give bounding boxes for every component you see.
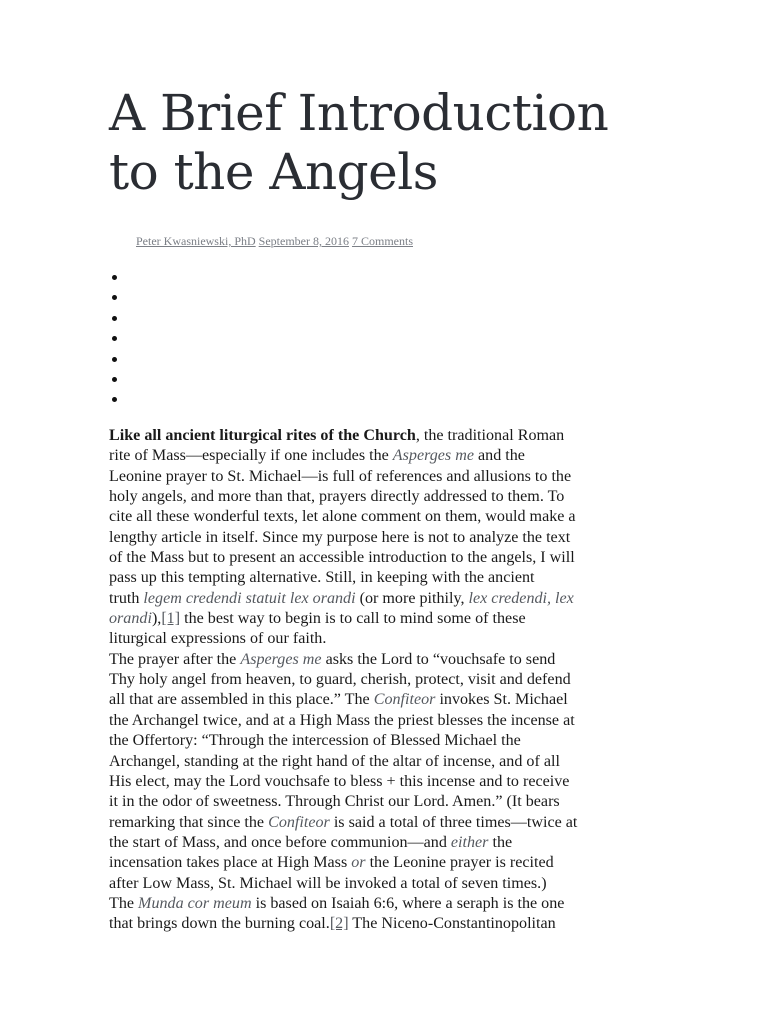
author-link[interactable]: Peter Kwasniewski, PhD bbox=[136, 234, 256, 248]
article-title bbox=[109, 84, 657, 202]
text-span: the start of Mass, and once before communion—and bbox=[109, 833, 451, 851]
text-span: that brings down the burning coal. bbox=[109, 915, 330, 933]
text-line bbox=[109, 813, 657, 833]
text-span: is said a total of three times—twice at bbox=[329, 813, 578, 831]
article-title-line-1: A Brief Introduction bbox=[109, 84, 609, 142]
text-line bbox=[109, 609, 657, 629]
footnote-link-1[interactable]: [1] bbox=[161, 610, 181, 628]
text-line: Archangel, standing at the right hand of the altar of incense, and of all bbox=[109, 752, 560, 770]
text-span: (or more pithily, bbox=[355, 589, 469, 607]
text-span: the best way to begin is to call to mind some of these bbox=[180, 610, 526, 628]
comments-link[interactable]: 7 Comments bbox=[351, 234, 413, 248]
text-line: Thy holy angel from heaven, to guard, cherish, protect, visit and defend bbox=[109, 671, 571, 689]
text-span: , the traditional Roman bbox=[415, 427, 565, 444]
text-span: truth bbox=[109, 589, 144, 607]
text-line bbox=[109, 426, 657, 446]
footnote-link-2[interactable]: [2] bbox=[329, 915, 349, 933]
text-span: and the bbox=[474, 447, 525, 465]
text-span: asks the Lord to “vouchsafe to send bbox=[321, 650, 556, 668]
text-span: ), bbox=[151, 610, 162, 628]
latin-phrase: orandi bbox=[109, 610, 152, 628]
date-link[interactable]: September 8, 2016 bbox=[258, 234, 349, 248]
text-line: cite all these wonderful texts, let alone comment on them, would make a bbox=[109, 508, 576, 526]
paragraph-1 bbox=[109, 426, 657, 650]
text-line: Leonine prayer to St. Michael—is full of references and allusions to the bbox=[109, 467, 572, 485]
text-span: is based on Isaiah 6:6, where a seraph is the one bbox=[251, 894, 565, 912]
latin-phrase: Confiteor bbox=[268, 813, 330, 831]
text-line: liturgical expressions of our faith. bbox=[109, 630, 327, 648]
text-line bbox=[109, 589, 657, 609]
text-span: remarking that since the bbox=[109, 813, 269, 831]
emphasis: either bbox=[450, 833, 489, 851]
text-span: all that are assembled in this place.” The bbox=[109, 691, 374, 709]
text-line bbox=[109, 446, 657, 466]
text-span: The Niceno-Constantinopolitan bbox=[348, 915, 556, 933]
lead-in-bold: Like all ancient liturgical rites of the Church bbox=[109, 427, 416, 444]
text-span: rite of Mass—especially if one includes the bbox=[109, 447, 393, 465]
text-line bbox=[109, 650, 657, 670]
latin-phrase: Asperges me bbox=[392, 447, 474, 465]
text-line bbox=[109, 914, 657, 934]
paragraph-3 bbox=[109, 894, 657, 935]
text-line bbox=[109, 833, 657, 853]
latin-phrase: Confiteor bbox=[373, 691, 436, 709]
text-span: The prayer after the bbox=[109, 650, 241, 668]
latin-phrase: lex credendi, lex bbox=[468, 589, 574, 607]
text-span: invokes St. Michael bbox=[435, 691, 568, 709]
paragraph-2 bbox=[109, 650, 657, 894]
article-body bbox=[109, 426, 657, 935]
text-span: the bbox=[488, 833, 513, 851]
text-line: the Archangel twice, and at a High Mass the priest blesses the incense at bbox=[109, 711, 575, 729]
text-line: it in the odor of sweetness. Through Christ our Lord. Amen.” (It bears bbox=[109, 793, 560, 811]
text-line: after Low Mass, St. Michael will be invoked a total of seven times.) bbox=[109, 874, 547, 892]
latin-phrase: Asperges me bbox=[240, 650, 322, 668]
text-span: incensation takes place at High Mass bbox=[109, 854, 352, 872]
text-line bbox=[109, 690, 657, 710]
text-line bbox=[109, 894, 657, 914]
text-span: The bbox=[109, 894, 139, 912]
latin-phrase: legem credendi statuit lex orandi bbox=[143, 589, 356, 607]
text-line: holy angels, and more than that, prayers directly addressed to them. To bbox=[109, 488, 565, 506]
article-title-line-2: to the Angels bbox=[109, 143, 438, 201]
text-line: His elect, may the Lord vouchsafe to bless + this incense and to receive bbox=[109, 772, 570, 790]
text-line bbox=[109, 853, 657, 873]
text-span: the Leonine prayer is recited bbox=[365, 854, 554, 872]
latin-phrase: Munda cor meum bbox=[138, 894, 252, 912]
text-line: pass up this tempting alternative. Still, in keeping with the ancient bbox=[109, 569, 535, 587]
emphasis: or bbox=[351, 854, 366, 872]
text-line: the Offertory: “Through the intercession of Blessed Michael the bbox=[109, 732, 521, 750]
article-meta bbox=[136, 234, 413, 249]
text-line: of the Mass but to present an accessible introduction to the angels, I will bbox=[109, 549, 575, 567]
text-line: lengthy article in itself. Since my purpose here is not to analyze the text bbox=[109, 528, 571, 546]
